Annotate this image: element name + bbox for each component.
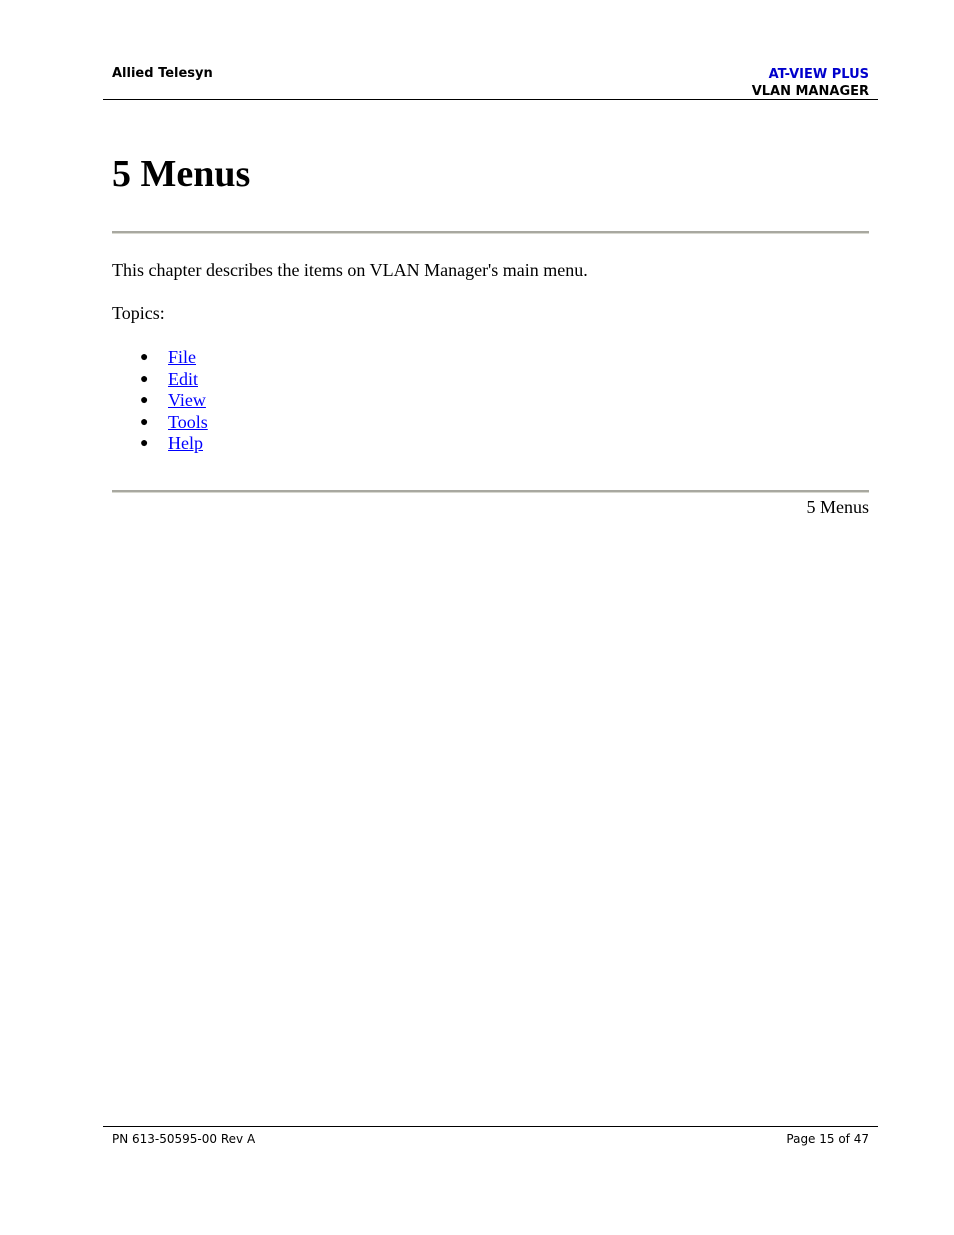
topic-link-view[interactable]: View [168, 390, 206, 411]
bullet-icon: ● [140, 393, 149, 409]
topic-item-tools [112, 412, 208, 434]
header-divider [103, 99, 878, 100]
bottom-section-divider [112, 490, 869, 493]
topic-item-file [112, 347, 208, 369]
topic-link-tools[interactable]: Tools [168, 411, 208, 432]
header-module: VLAN MANAGER [751, 84, 869, 99]
topic-link-edit[interactable]: Edit [168, 368, 198, 389]
chapter-title: 5 Menus [112, 153, 251, 195]
bullet-icon: ● [140, 350, 149, 365]
topic-item-help [112, 433, 208, 455]
bullet-icon: ● [140, 414, 149, 430]
footer-divider [103, 1126, 878, 1127]
bullet-icon: ● [140, 371, 149, 387]
topic-item-view [112, 390, 208, 412]
section-footer-title: 5 Menus [806, 497, 869, 517]
chapter-intro: This chapter describes the items on VLAN Manager's main menu. [112, 260, 588, 280]
top-section-divider [112, 231, 869, 234]
topics-label: Topics: [112, 303, 165, 323]
footer-page-number: Page 15 of 47 [786, 1132, 869, 1146]
topic-link-file[interactable]: File [168, 347, 197, 367]
footer-part-number: PN 613-50595-00 Rev A [112, 1132, 256, 1146]
topic-list [112, 347, 208, 455]
header-company: Allied Telesyn [112, 66, 213, 81]
topic-link-help[interactable]: Help [168, 433, 203, 454]
header-product: AT-VIEW PLUS [768, 67, 869, 82]
bullet-icon: ● [140, 436, 149, 452]
header-product-block [752, 66, 869, 100]
topic-item-edit [112, 369, 208, 391]
